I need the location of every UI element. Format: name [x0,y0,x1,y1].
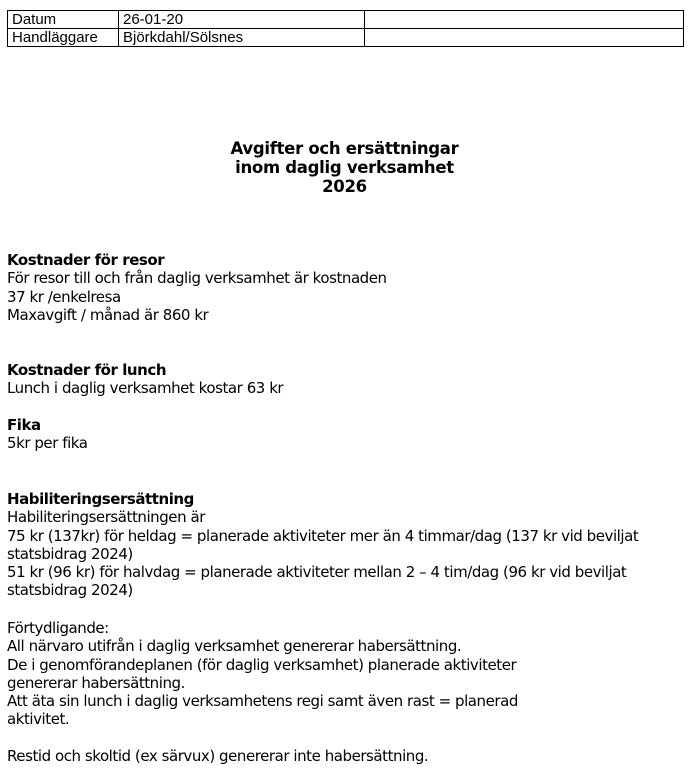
paragraph-line: Lunch i daglig verksamhet kostar 63 kr [7,379,284,398]
title-year: 2026 [322,177,367,196]
blank-line [7,729,518,747]
document-title [0,139,689,196]
paragraph-line: 75 kr (137kr) för heldag = planerade aktiviteter mer än 4 timmar/dag (137 kr vid beviljat [7,526,639,545]
paragraph-line: Maxavgift / månad är 860 kr [7,305,209,324]
paragraph-line: De i genomförandeplanen (för daglig verksamhet) planerade aktiviteter [7,655,517,674]
paragraph-line: Förtydligande: [7,619,109,637]
table-row [8,11,684,29]
empty-cell [365,29,684,47]
table-row [8,29,684,47]
paragraph-line: Habiliteringsersättningen är [7,508,205,527]
paragraph-line: genererar habersättning. [7,673,185,692]
section-habilitation [7,490,638,600]
handler-label: Handläggare [8,29,119,47]
section-lunch-costs [7,361,283,398]
paragraph-line: Att äta sin lunch i daglig verksamhetens regi samt även rast = planerad [7,692,518,711]
title-line: Avgifter och ersättningar [230,139,459,158]
paragraph-line: aktivitet. [7,710,70,729]
section-travel-costs [7,251,387,324]
handler-value: Björkdahl/Sölsnes [119,29,365,47]
section-clarification [7,619,518,765]
section-heading: Habiliteringsersättning [7,490,194,508]
date-value: 26-01-20 [119,11,365,29]
section-fika [7,416,88,453]
section-heading: Kostnader för resor [7,251,165,269]
paragraph-line: statsbidrag 2024) [7,581,133,600]
paragraph-line: All närvaro utifrån i daglig verksamhet genererar habersättning. [7,637,462,656]
paragraph-line: Restid och skoltid (ex särvux) genererar inte habersättning. [7,747,429,766]
paragraph-line: 5kr per fika [7,434,88,453]
paragraph-line: 51 kr (96 kr) för halvdag = planerade aktiviteter mellan 2 – 4 tim/dag (96 kr vid beviljat [7,563,627,582]
document-info-table [7,10,684,47]
paragraph-line: 37 kr /enkelresa [7,287,121,306]
empty-cell [365,11,684,29]
section-heading: Fika [7,416,41,434]
paragraph-line: För resor till och från daglig verksamhet är kostnaden [7,269,387,288]
title-line: inom daglig verksamhet [235,158,454,177]
paragraph-line: statsbidrag 2024) [7,544,133,563]
date-label: Datum [8,11,119,29]
section-heading: Kostnader för lunch [7,361,167,379]
